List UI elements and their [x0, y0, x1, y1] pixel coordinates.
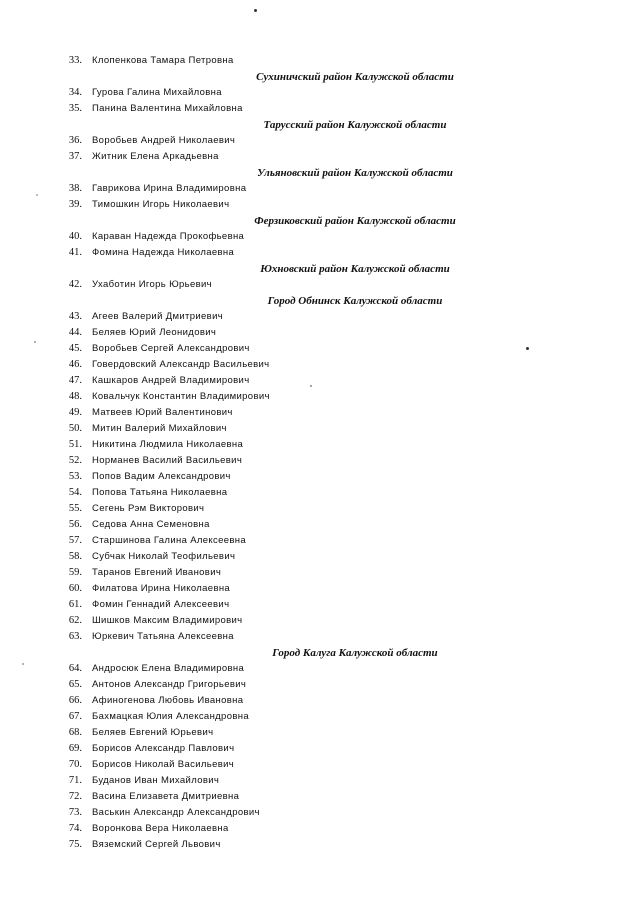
item-number: 56.: [68, 519, 82, 530]
region-heading: Тарусский район Калужской области: [263, 119, 447, 131]
list-item: [0, 469, 640, 485]
scan-speck: [34, 341, 36, 343]
person-name: Субчак Николай Теофильевич: [92, 551, 236, 562]
list-item: [0, 405, 640, 421]
item-number: 38.: [68, 183, 82, 194]
scan-speck: [310, 385, 312, 387]
region-heading: Город Обнинск Калужской области: [267, 295, 443, 307]
person-name: Борисов Николай Васильевич: [92, 759, 235, 770]
person-name: Васина Елизавета Дмитриевна: [92, 791, 240, 802]
item-number: 34.: [68, 87, 82, 98]
item-number: 37.: [68, 151, 82, 162]
person-name: Борисов Александр Павлович: [92, 743, 235, 754]
item-number: 64.: [68, 663, 82, 674]
item-number: 43.: [68, 311, 82, 322]
person-name: Гурова Галина Михайловна: [92, 87, 222, 98]
region-heading: Ульяновский район Калужской области: [257, 167, 453, 179]
region-heading: Юхновский район Калужской области: [260, 263, 450, 275]
list-item: [0, 453, 640, 469]
person-name: Кашкаров Андрей Владимирович: [92, 375, 250, 386]
list-item: [0, 501, 640, 517]
list-item: [0, 613, 640, 629]
person-name: Попова Татьяна Николаевна: [92, 487, 228, 498]
person-name: Афиногенова Любовь Ивановна: [92, 695, 244, 706]
item-number: 69.: [68, 743, 82, 754]
person-name: Филатова Ирина Николаевна: [92, 583, 231, 594]
list-item: [0, 357, 640, 373]
list-item: [0, 741, 640, 757]
item-number: 36.: [68, 135, 82, 146]
item-number: 59.: [68, 567, 82, 578]
item-number: 67.: [68, 711, 82, 722]
person-name: Андросюк Елена Владимировна: [92, 663, 245, 674]
person-name: Караван Надежда Прокофьевна: [92, 231, 245, 242]
item-number: 70.: [68, 759, 82, 770]
item-number: 57.: [68, 535, 82, 546]
list-item: [0, 245, 640, 261]
list-item: [0, 549, 640, 565]
list-item: [0, 53, 640, 69]
list-item: [0, 517, 640, 533]
list-item: [0, 181, 640, 197]
list-item: [0, 597, 640, 613]
person-name: Антонов Александр Григорьевич: [92, 679, 247, 690]
person-name: Шишков Максим Владимирович: [92, 615, 243, 626]
person-name: Фомин Геннадий Алексеевич: [92, 599, 230, 610]
list-item: [0, 677, 640, 693]
person-name: Житник Елена Аркадьевна: [92, 151, 219, 162]
item-number: 63.: [68, 631, 82, 642]
item-number: 52.: [68, 455, 82, 466]
list-item: [0, 805, 640, 821]
region-heading: Город Калуга Калужской области: [272, 647, 438, 659]
list-item: [0, 421, 640, 437]
item-number: 66.: [68, 695, 82, 706]
item-number: 68.: [68, 727, 82, 738]
item-number: 33.: [68, 55, 82, 66]
item-number: 71.: [68, 775, 82, 786]
item-number: 47.: [68, 375, 82, 386]
list-item: [0, 725, 640, 741]
list-item: [0, 821, 640, 837]
list-item: [0, 581, 640, 597]
scan-speck: [254, 9, 257, 12]
person-name: Фомина Надежда Николаевна: [92, 247, 235, 258]
list-item: [0, 85, 640, 101]
person-name: Попов Вадим Александрович: [92, 471, 231, 482]
item-number: 42.: [68, 279, 82, 290]
person-name: Воробьев Андрей Николаевич: [92, 135, 236, 146]
region-heading: Ферзиковский район Калужской области: [254, 215, 456, 227]
item-number: 50.: [68, 423, 82, 434]
list-item: [0, 341, 640, 357]
item-number: 65.: [68, 679, 82, 690]
list-item: [0, 389, 640, 405]
person-name: Тимошкин Игорь Николаевич: [92, 199, 230, 210]
person-name: Беляев Юрий Леонидович: [92, 327, 217, 338]
person-name: Панина Валентина Михайловна: [92, 103, 243, 114]
item-number: 41.: [68, 247, 82, 258]
person-name: Воробьев Сергей Александрович: [92, 343, 250, 354]
person-name: Клопенкова Тамара Петровна: [92, 55, 234, 66]
person-name: Митин Валерий Михайлович: [92, 423, 227, 434]
list-item: [0, 661, 640, 677]
person-name: Никитина Людмила Николаевна: [92, 439, 244, 450]
list-item: [0, 325, 640, 341]
person-name: Матвеев Юрий Валентинович: [92, 407, 233, 418]
item-number: 40.: [68, 231, 82, 242]
person-name: Норманев Василий Васильевич: [92, 455, 243, 466]
person-name: Васькин Александр Александрович: [92, 807, 260, 818]
list-item: [0, 773, 640, 789]
item-number: 60.: [68, 583, 82, 594]
list-item: [0, 229, 640, 245]
list-item: [0, 133, 640, 149]
list-item: [0, 693, 640, 709]
list-item: [0, 485, 640, 501]
person-name: Седова Анна Семеновна: [92, 519, 210, 530]
document-list: [0, 53, 640, 853]
item-number: 49.: [68, 407, 82, 418]
list-item: [0, 709, 640, 725]
list-item: [0, 101, 640, 117]
list-item: [0, 277, 640, 293]
item-number: 35.: [68, 103, 82, 114]
list-item: [0, 309, 640, 325]
person-name: Ковальчук Константин Владимирович: [92, 391, 270, 402]
person-name: Говердовский Александр Васильевич: [92, 359, 270, 370]
item-number: 48.: [68, 391, 82, 402]
item-number: 61.: [68, 599, 82, 610]
item-number: 39.: [68, 199, 82, 210]
person-name: Старшинова Галина Алексеевна: [92, 535, 247, 546]
item-number: 45.: [68, 343, 82, 354]
person-name: Сегень Рэм Викторович: [92, 503, 205, 514]
list-item: [0, 373, 640, 389]
scan-speck: [526, 347, 529, 350]
person-name: Юркевич Татьяна Алексеевна: [92, 631, 234, 642]
item-number: 72.: [68, 791, 82, 802]
person-name: Беляев Евгений Юрьевич: [92, 727, 214, 738]
person-name: Таранов Евгений Иванович: [92, 567, 222, 578]
item-number: 53.: [68, 471, 82, 482]
list-item: [0, 197, 640, 213]
list-item: [0, 629, 640, 645]
item-number: 46.: [68, 359, 82, 370]
scan-speck: [36, 194, 38, 196]
item-number: 55.: [68, 503, 82, 514]
person-name: Гаврикова Ирина Владимировна: [92, 183, 247, 194]
item-number: 62.: [68, 615, 82, 626]
person-name: Бахмацкая Юлия Александровна: [92, 711, 249, 722]
item-number: 74.: [68, 823, 82, 834]
list-item: [0, 757, 640, 773]
item-number: 73.: [68, 807, 82, 818]
list-item: [0, 789, 640, 805]
person-name: Воронкова Вера Николаевна: [92, 823, 229, 834]
list-item: [0, 533, 640, 549]
person-name: Буданов Иван Михайлович: [92, 775, 220, 786]
list-item: [0, 565, 640, 581]
item-number: 58.: [68, 551, 82, 562]
list-item: [0, 149, 640, 165]
list-item: [0, 437, 640, 453]
list-item: [0, 837, 640, 853]
region-heading: Сухиничский район Калужской области: [256, 71, 454, 83]
item-number: 54.: [68, 487, 82, 498]
item-number: 75.: [68, 839, 82, 850]
item-number: 44.: [68, 327, 82, 338]
person-name: Агеев Валерий Дмитриевич: [92, 311, 224, 322]
scan-speck: [22, 663, 24, 665]
person-name: Ухаботин Игорь Юрьевич: [92, 279, 212, 290]
item-number: 51.: [68, 439, 82, 450]
person-name: Вяземский Сергей Львович: [92, 839, 221, 850]
